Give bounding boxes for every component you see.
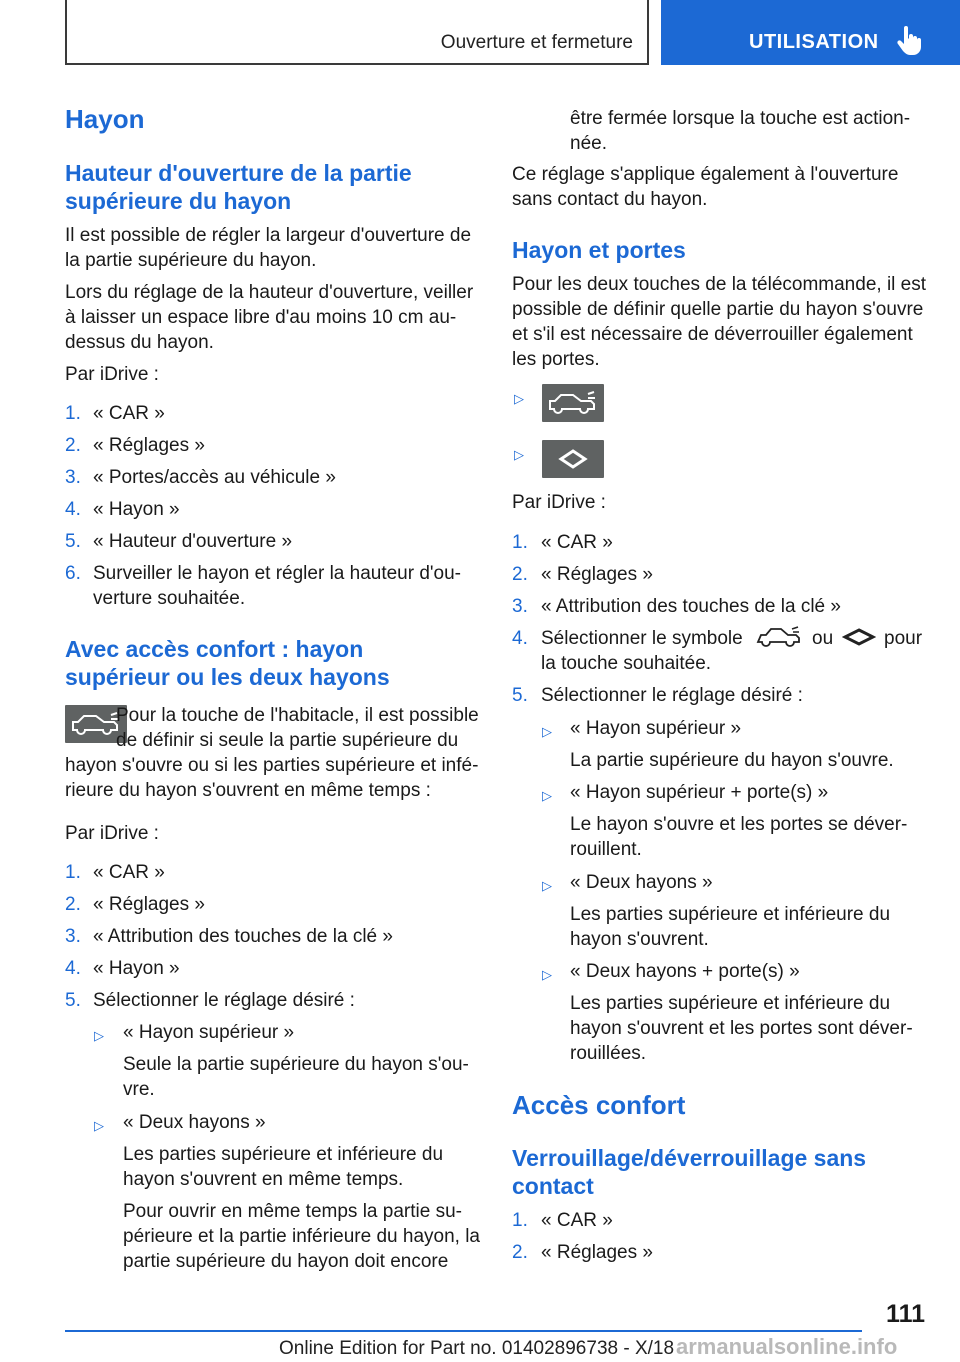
option-label: « Deux hayons » — [570, 872, 713, 893]
paragraph: Lors du réglage de la hauteur d'ouverture, veiller à laisser un espace libre d'au moins 10 cm au- dessus du hayon. — [65, 282, 474, 353]
option-note-continued: être fermée lorsque la touche est action- née. — [570, 108, 911, 154]
header-box — [65, 0, 649, 65]
step-number: 2. — [65, 435, 81, 456]
step-number: 5. — [512, 685, 528, 706]
step-number: 4. — [512, 628, 528, 649]
paragraph: Pour les deux touches de la télécommande, il est possible de définir quelle partie du hayon s'ouvre et s'il est nécessaire de déverrouiller également les portes. — [512, 274, 927, 370]
step-number: 1. — [65, 862, 81, 883]
step-text: Sélectionner le réglage désiré : — [93, 990, 355, 1011]
bullet-triangle-icon: ▷ — [542, 878, 552, 893]
step-text: « Attribution des touches de la clé » — [541, 596, 841, 617]
step-number: 6. — [65, 563, 81, 584]
edition-note: Online Edition for Part no. 01402896738 - X/18 — [279, 1338, 675, 1359]
step-text: « CAR » — [93, 403, 165, 424]
step-text: « Portes/accès au véhicule » — [93, 467, 336, 488]
option-description: Seule la partie supérieure du hayon s'ou- vre. — [123, 1054, 469, 1100]
section-heading-keyless-locking: Verrouillage/déverrouillage sans contact — [512, 1145, 867, 1199]
key-diamond-icon — [842, 628, 876, 646]
paragraph: Ce réglage s'applique également à l'ouverture sans contact du hayon. — [512, 164, 899, 210]
section-title: Ouverture et fermeture — [440, 32, 633, 53]
step-text: « CAR » — [541, 532, 613, 553]
footer-divider — [65, 1330, 862, 1332]
step-text: « Hayon » — [93, 958, 180, 979]
car-tailgate-key — [542, 384, 604, 422]
step-number: 1. — [512, 1210, 528, 1231]
step-text: « Réglages » — [93, 894, 205, 915]
step-number: 4. — [65, 499, 81, 520]
idrive-intro: Par iDrive : — [512, 492, 606, 513]
step-text: « CAR » — [93, 862, 165, 883]
step-text: « Réglages » — [541, 564, 653, 585]
step-text: « Attribution des touches de la clé » — [93, 926, 393, 947]
step-text: la touche souhaitée. — [541, 653, 712, 674]
option-description: Les parties supérieure et inférieure du hayon s'ouvrent en même temps. — [123, 1144, 444, 1190]
page-title: Hayon — [65, 104, 145, 134]
step-number: 3. — [65, 926, 81, 947]
option-label: « Deux hayons + porte(s) » — [570, 961, 800, 982]
step-number: 2. — [65, 894, 81, 915]
bullet-triangle-icon: ▷ — [542, 788, 552, 803]
bullet-triangle-icon: ▷ — [542, 967, 552, 982]
step-text: « Réglages » — [93, 435, 205, 456]
step-text: « Réglages » — [541, 1242, 653, 1263]
step-number: 1. — [65, 403, 81, 424]
step-text: Sélectionner le réglage désiré : — [541, 685, 803, 706]
bullet-triangle-icon: ▷ — [514, 391, 524, 406]
watermark: armanualsonline.info — [676, 1334, 898, 1359]
key-diamond-button — [542, 440, 604, 478]
idrive-intro: Par iDrive : — [65, 823, 159, 844]
bullet-triangle-icon: ▷ — [514, 447, 524, 462]
option-description: Les parties supérieure et inférieure du hayon s'ouvrent. — [570, 904, 891, 950]
option-label: « Hayon supérieur » — [123, 1022, 295, 1043]
idrive-intro: Par iDrive : — [65, 364, 159, 385]
paragraph: Pour la touche de l'habitacle, il est possible de définir si seule la partie supérieure du — [116, 705, 479, 751]
step-number: 2. — [512, 1242, 528, 1263]
step-text: « Hayon » — [93, 499, 180, 520]
paragraph: hayon s'ouvre ou si les parties supérieure et infé- rieure du hayon s'ouvrent en même temps : — [65, 755, 479, 801]
step-text: « Hauteur d'ouverture » — [93, 531, 293, 552]
step-number: 3. — [512, 596, 528, 617]
section-heading-comfort-access: Avec accès confort : hayon supérieur ou les deux hayons — [65, 636, 390, 690]
section-heading-opening-height: Hauteur d'ouverture de la partie supérieure du hayon — [65, 160, 412, 214]
section-heading-tailgate-doors: Hayon et portes — [512, 237, 686, 263]
section-title-comfort-access: Accès confort — [512, 1090, 686, 1120]
paragraph: Il est possible de régler la largeur d'ouverture de la partie supérieure du hayon. — [65, 225, 472, 271]
option-label: « Hayon supérieur » — [570, 718, 742, 739]
option-label: « Deux hayons » — [123, 1112, 266, 1133]
option-description: Les parties supérieure et inférieure du hayon s'ouvrent et les portes sont déver- rouillées. — [570, 993, 913, 1064]
car-tailgate-icon — [756, 625, 802, 649]
option-description: Le hayon s'ouvre et les portes se déver- rouillent. — [570, 814, 908, 860]
chapter-label: UTILISATION — [749, 31, 879, 53]
option-description: La partie supérieure du hayon s'ouvre. — [570, 750, 894, 771]
chapter-tab[interactable] — [661, 0, 960, 65]
step-text: Sélectionner le symbole — [541, 628, 743, 649]
bullet-triangle-icon: ▷ — [94, 1028, 104, 1043]
step-number: 1. — [512, 532, 528, 553]
step-number: 2. — [512, 564, 528, 585]
step-number: 4. — [65, 958, 81, 979]
bullet-triangle-icon: ▷ — [542, 724, 552, 739]
step-text: Surveiller le hayon et régler la hauteur d'ou- verture souhaitée. — [93, 563, 462, 609]
step-number: 5. — [65, 990, 81, 1011]
hand-pointer-icon — [897, 26, 923, 56]
car-tailgate-icon — [542, 384, 604, 422]
page-number: 111 — [886, 1300, 925, 1328]
option-note: Pour ouvrir en même temps la partie su- périeure et la partie inférieure du hayon, la partie supérieure du hayon doit encore — [123, 1201, 481, 1272]
step-text: « CAR » — [541, 1210, 613, 1231]
bullet-triangle-icon: ▷ — [94, 1118, 104, 1133]
step-text: pour — [884, 628, 923, 649]
step-number: 3. — [65, 467, 81, 488]
key-diamond-icon — [542, 440, 604, 478]
option-label: « Hayon supérieur + porte(s) » — [570, 782, 829, 803]
step-text: ou — [812, 628, 834, 649]
step-number: 5. — [65, 531, 81, 552]
